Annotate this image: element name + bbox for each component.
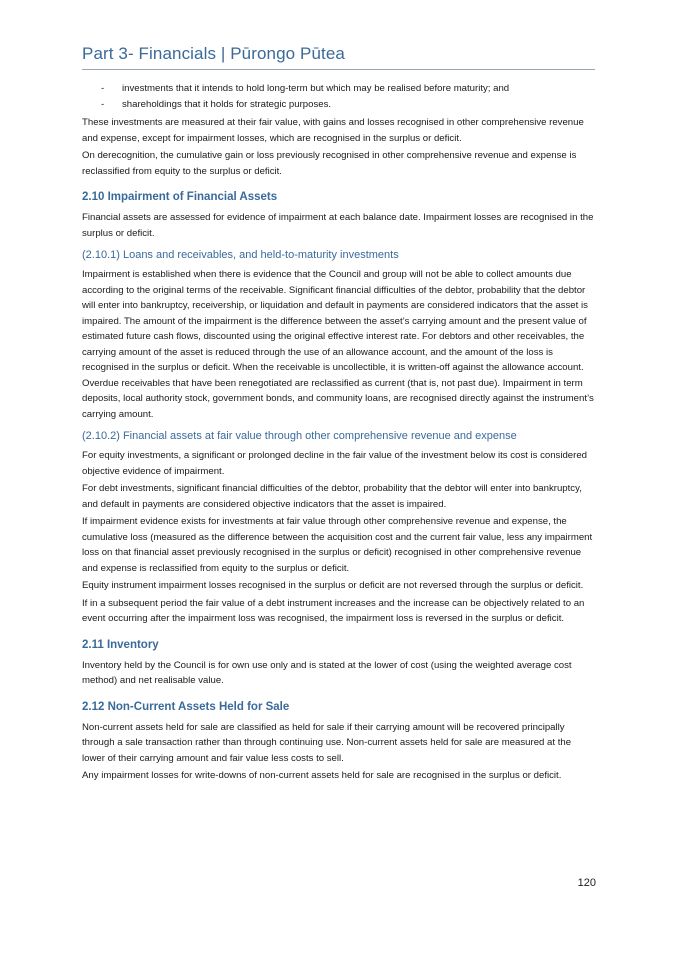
paragraph: Inventory held by the Council is for own use only and is stated at the lower of cost (using the weighted average cost method) and net realisable value. [82, 659, 572, 686]
paragraph: On derecognition, the cumulative gain or loss previously recognised in other comprehensive revenue and expense is reclassified from equity to the surplus or deficit. [82, 150, 577, 177]
bullet-marker: - [101, 99, 105, 110]
bullet-text: shareholdings that it holds for strategic purposes. [122, 99, 332, 110]
section-heading-2-10: 2.10 Impairment of Financial Assets [82, 191, 278, 203]
section-heading-2-11: 2.11 Inventory [82, 638, 159, 651]
page-number: 120 [577, 877, 596, 889]
paragraph: Financial assets are assessed for evidence of impairment at each balance date. Impairment losses are recognised in the surplus or deficit. [82, 212, 594, 239]
paragraph: Equity instrument impairment losses recognised in the surplus or deficit are not reversed through the surplus or deficit. [82, 580, 584, 591]
page-header-title: Part 3- Financials | Pūrongo Pūtea [82, 44, 595, 70]
section-heading-2-12: 2.12 Non-Current Assets Held for Sale [82, 700, 290, 713]
bullet-marker: - [101, 83, 105, 94]
paragraph: If in a subsequent period the fair value of a debt instrument increases and the increase can be objectively related to an event occurring after the impairment loss was recognised, the impairment loss is reversed in the surplus or deficit. [82, 597, 585, 624]
paragraph: Any impairment losses for write-downs of non-current assets held for sale are recognised in the surplus or deficit. [82, 770, 562, 781]
paragraph: Impairment is established when there is evidence that the Council and group will not be able to collect amounts due according to the original terms of the receivable. Significant financial difficulties of the debtor, probability that the debtor will enter into bankruptcy, receivership, or liquidation and default in payments are considered indicators that the asset is impaired. The amount of the impairment is the difference between the asset’s carrying amount and the present value of estimated future cash flows, discounted using the original effective interest rate. For debtors and other receivables, the carrying amount of the asset is reduced through the use of an allowance account, and the amount of the loss is recognised in the surplus or deficit. When the receivable is uncollectible, it is written-off against the allowance account. Overdue receivables that have been renegotiated are reclassified as current (that is, not past due). Impairment in term deposits, local authority stock, government bonds, and community loans, are recognised directly against the instrument’s carrying amount. [82, 269, 594, 420]
paragraph: These investments are measured at their fair value, with gains and losses recognised in other comprehensive revenue and expense, except for impairment losses, which are recognised in the surplus or deficit. [82, 117, 584, 144]
list-item [82, 81, 595, 97]
subsection-heading-2-10-1: (2.10.1) Loans and receivables, and held-to-maturity investments [82, 249, 399, 261]
paragraph: Non-current assets held for sale are classified as held for sale if their carrying amount will be recovered principally through a sale transaction rather than through continuing use. Non-current assets held for sale are measured at the lower of their carrying amount and fair value less costs to sell. [82, 721, 572, 764]
page-content [82, 81, 595, 786]
paragraph: For debt investments, significant financial difficulties of the debtor, probability that the debtor will enter into bankruptcy, and default in payments are considered objective indicators that the asset is impaired. [82, 483, 582, 510]
bullet-text: investments that it intends to hold long-term but which may be realised before maturity; and [122, 83, 510, 94]
paragraph: If impairment evidence exists for investments at fair value through other comprehensive revenue and expense, the cumulative loss (measured as the difference between the acquisition cost and the current fair value, less any impairment loss on that financial asset previously recognised in the surplus or deficit) recognised in other comprehensive revenue and expense is reclassified from equity to the surplus or deficit. [82, 516, 593, 574]
paragraph: For equity investments, a significant or prolonged decline in the fair value of the investment below its cost is considered objective evidence of impairment. [82, 450, 588, 477]
intro-bullet-list [82, 81, 595, 113]
subsection-heading-2-10-2: (2.10.2) Financial assets at fair value through other comprehensive revenue and expense [82, 430, 517, 442]
list-item [82, 97, 595, 113]
